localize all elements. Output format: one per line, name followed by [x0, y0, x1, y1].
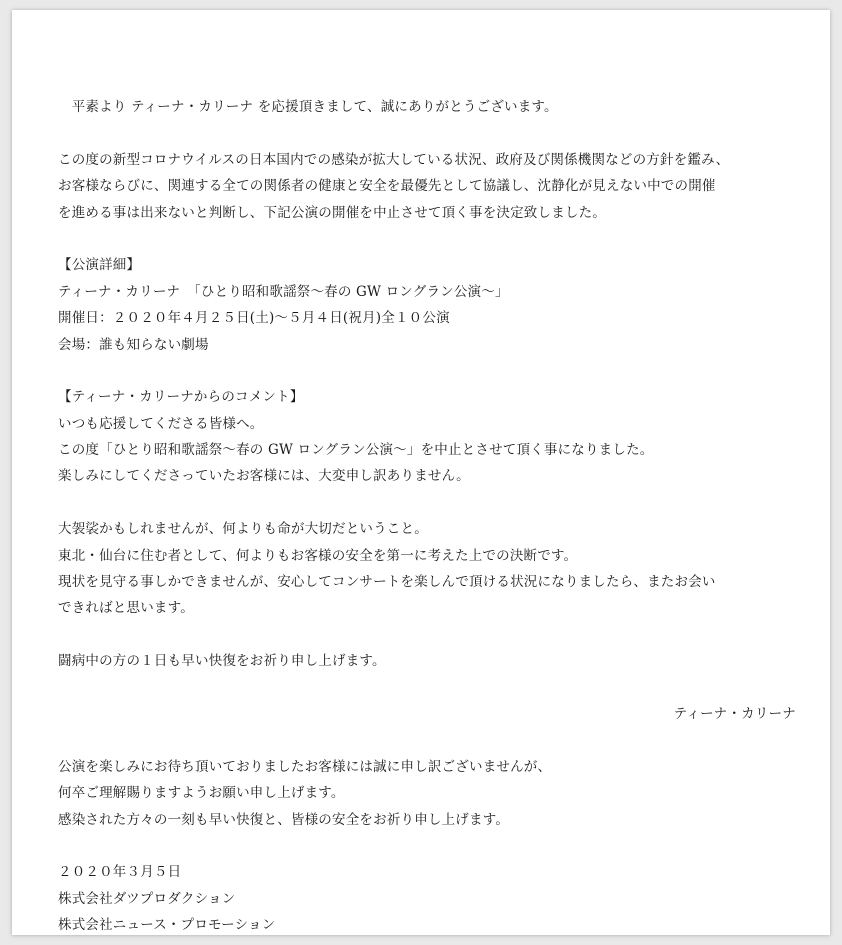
comment-line: 楽しみにしてくださっていたお客様には、大変申し訳ありません。: [58, 468, 470, 485]
message-line: 現状を見守る事しかできませんが、安心してコンサートを楽しんで頂ける状況になりましたら、またお会い: [58, 574, 716, 591]
greeting-line: 平素より ティーナ・カリーナ を応援頂きまして、誠にありがとうございます。: [58, 99, 558, 115]
comment-line: この度「ひとり昭和歌謡祭～春の GW ロングラン公演～」を中止とさせて頂く事になりました。: [58, 442, 654, 459]
notice-line: この度の新型コロナウイルスの日本国内での感染が拡大している状況、政府及び関係機関などの方針を鑑み、: [58, 151, 730, 168]
message-line: 大袈裟かもしれませんが、何よりも命が大切だということ。: [58, 521, 428, 538]
details-date: 開催日：２０２０年４月２５日(土)～５月４日(祝月)全１０公演: [58, 310, 450, 327]
footer-date: ２０２０年３月５日: [58, 864, 182, 881]
footer-company: 株式会社ダツプロダクション: [58, 890, 236, 907]
closing-line: 公演を楽しみにお待ち頂いておりましたお客様には誠に申し訳ございませんが、: [58, 758, 552, 775]
signature: ティーナ・カリーナ: [673, 705, 796, 722]
spacer: [58, 358, 796, 384]
document-page: [12, 10, 830, 935]
comment-line: いつも応援してくださる皆様へ。: [58, 415, 264, 432]
details-title: ティーナ・カリーナ 「ひとり昭和歌謡祭～春の GW ロングラン公演～」: [58, 283, 509, 300]
spacer: [58, 833, 796, 859]
message-line: できればと思います。: [58, 600, 194, 617]
wish-line: 闘病中の方の１日も早い快復をお祈り申し上げます。: [58, 653, 386, 670]
spacer: [58, 622, 796, 648]
closing-line: 感染された方々の一刻も早い快復と、皆様の安全をお祈り申し上げます。: [58, 811, 510, 828]
comment-heading: 【ティーナ・カリーナからのコメント】: [58, 389, 304, 406]
document-body: [58, 94, 796, 935]
details-venue: 会場：誰も知らない劇場: [58, 336, 209, 353]
notice-line: を進める事は出来ないと判断し、下記公演の開催を中止させて頂く事を決定致しました。: [58, 204, 606, 221]
notice-line: お客様ならびに、関連する全ての関係者の健康と安全を最優先として協議し、沈静化が見えない中での開催: [58, 178, 716, 195]
spacer: [58, 490, 796, 516]
closing-line: 何卒ご理解賜りますようお願い申し上げます。: [58, 785, 345, 802]
spacer: [58, 675, 796, 701]
message-line: 東北・仙台に住む者として、何よりもお客様の安全を第一に考えた上での決断です。: [58, 547, 578, 564]
spacer: [58, 727, 796, 753]
footer-company: 株式会社ニュース・プロモーション: [58, 917, 276, 934]
details-heading: 【公演詳細】: [58, 257, 141, 274]
spacer: [58, 120, 796, 146]
spacer: [58, 226, 796, 252]
